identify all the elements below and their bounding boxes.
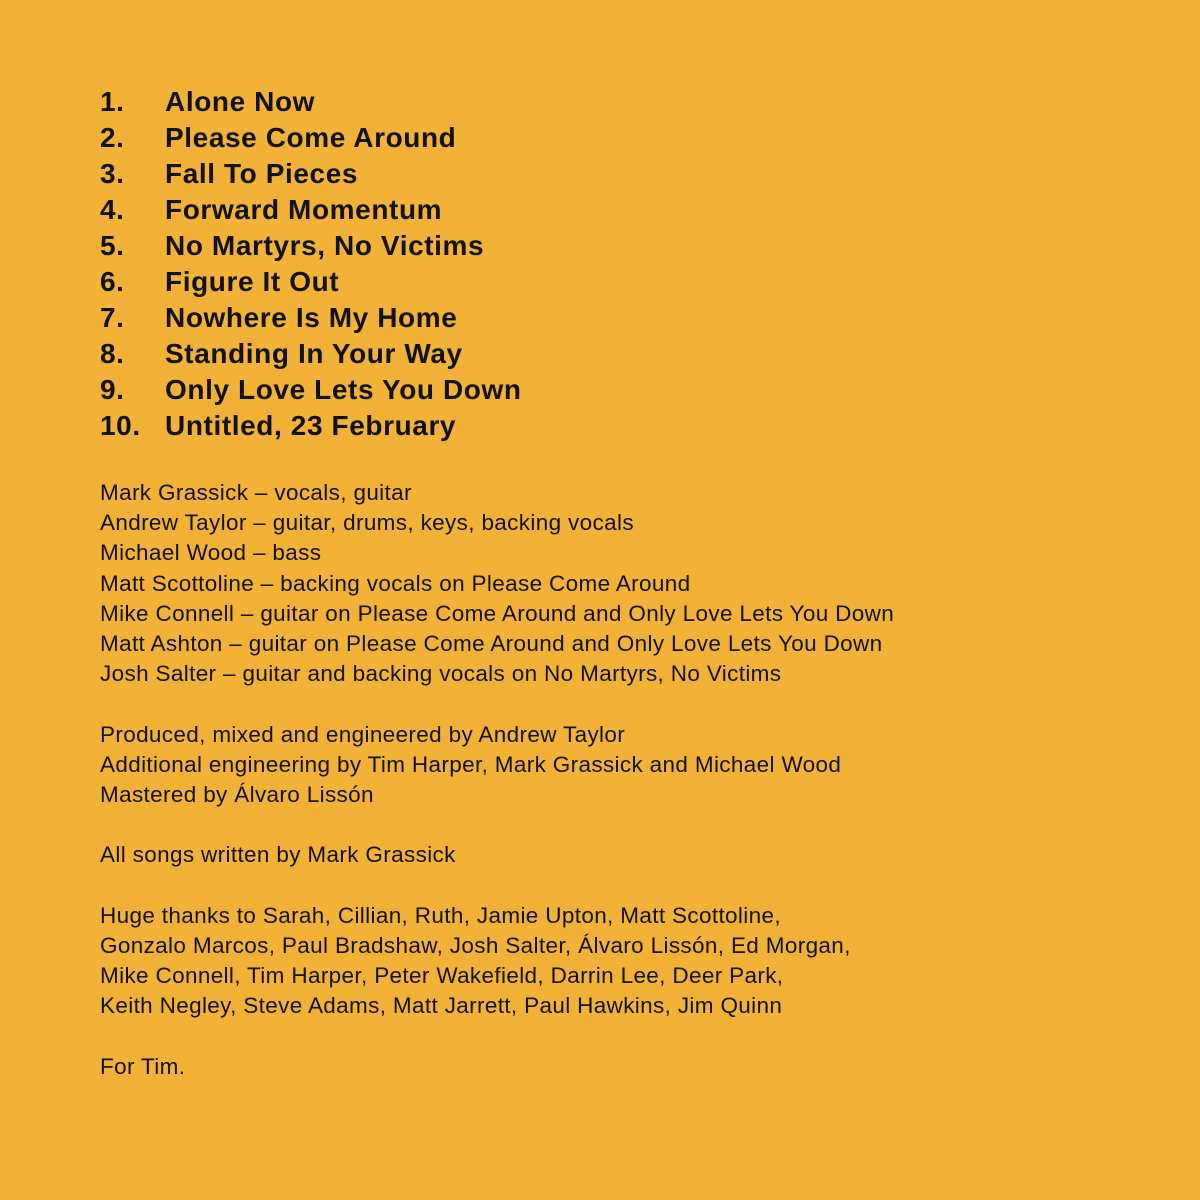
personnel-line: Josh Salter – guitar and backing vocals on No Martyrs, No Victims bbox=[100, 661, 782, 687]
track-title: Figure It Out bbox=[165, 266, 340, 297]
personnel-line: Mike Connell – guitar on Please Come Around and Only Love Lets You Down bbox=[100, 600, 895, 626]
track-number: 4. bbox=[100, 194, 125, 225]
track-item bbox=[100, 194, 522, 230]
production-line: Mastered by Álvaro Lissón bbox=[100, 782, 374, 808]
track-number: 9. bbox=[100, 374, 125, 405]
track-title: Untitled, 23 February bbox=[165, 410, 457, 441]
track-number: 1. bbox=[100, 86, 125, 117]
production-line: Produced, mixed and engineered by Andrew Taylor bbox=[100, 721, 626, 747]
track-title: Nowhere Is My Home bbox=[165, 302, 458, 333]
thanks-line: Gonzalo Marcos, Paul Bradshaw, Josh Salter, Álvaro Lissón, Ed Morgan, bbox=[100, 933, 851, 958]
tracklist bbox=[100, 86, 522, 446]
track-item bbox=[100, 374, 522, 410]
track-number: 3. bbox=[100, 158, 125, 189]
track-number: 5. bbox=[100, 230, 125, 261]
personnel-line: Andrew Taylor – guitar, drums, keys, backing vocals bbox=[100, 510, 634, 536]
track-item bbox=[100, 266, 522, 302]
track-title: Forward Momentum bbox=[165, 194, 443, 225]
track-title: Only Love Lets You Down bbox=[165, 374, 522, 405]
track-number: 10. bbox=[100, 410, 141, 441]
track-title: Standing In Your Way bbox=[165, 338, 463, 369]
track-item bbox=[100, 302, 522, 338]
track-number: 2. bbox=[100, 122, 125, 153]
track-title: Please Come Around bbox=[165, 122, 457, 153]
track-title: No Martyrs, No Victims bbox=[165, 230, 485, 261]
dedication-block bbox=[100, 1052, 1160, 1082]
track-item bbox=[100, 410, 522, 446]
credits bbox=[100, 478, 1160, 1112]
track-title: Alone Now bbox=[165, 86, 316, 117]
thanks-line: Huge thanks to Sarah, Cillian, Ruth, Jamie Upton, Matt Scottoline, bbox=[100, 902, 781, 928]
thanks-line: Mike Connell, Tim Harper, Peter Wakefield, Darrin Lee, Deer Park, bbox=[100, 963, 784, 989]
track-number: 8. bbox=[100, 338, 125, 369]
track-number: 7. bbox=[100, 302, 125, 333]
track-item bbox=[100, 86, 522, 122]
songwriting-credit: All songs written by Mark Grassick bbox=[100, 842, 456, 868]
track-item bbox=[100, 122, 522, 158]
track-item bbox=[100, 338, 522, 374]
track-number: 6. bbox=[100, 266, 125, 297]
personnel-line: Michael Wood – bass bbox=[100, 540, 322, 566]
track-title: Fall To Pieces bbox=[165, 158, 359, 189]
personnel-block bbox=[100, 478, 1160, 689]
track-item bbox=[100, 230, 522, 266]
production-block bbox=[100, 720, 1160, 811]
personnel-line: Matt Scottoline – backing vocals on Please Come Around bbox=[100, 570, 691, 596]
personnel-line: Mark Grassick – vocals, guitar bbox=[100, 480, 412, 505]
songwriting-block bbox=[100, 840, 1160, 870]
thanks-line: Keith Negley, Steve Adams, Matt Jarrett, Paul Hawkins, Jim Quinn bbox=[100, 993, 783, 1019]
personnel-line: Matt Ashton – guitar on Please Come Around and Only Love Lets You Down bbox=[100, 631, 883, 657]
production-line: Additional engineering by Tim Harper, Mark Grassick and Michael Wood bbox=[100, 751, 842, 777]
thanks-block bbox=[100, 901, 1160, 1022]
track-item bbox=[100, 158, 522, 194]
dedication: For Tim. bbox=[100, 1053, 186, 1079]
